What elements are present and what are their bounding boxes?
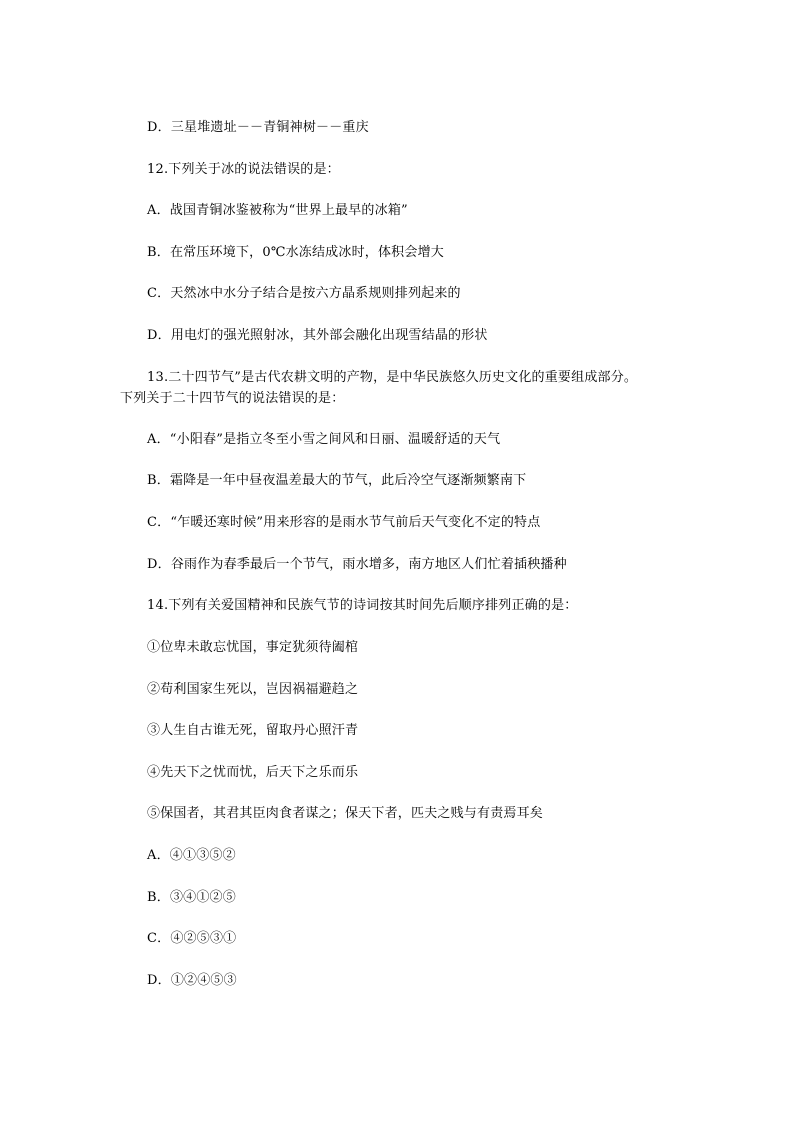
q11-option-d: D．三星堆遗址－－青铜神树－－重庆 bbox=[147, 120, 369, 135]
q13-option-d: D．谷雨作为春季最后一个节气，雨水增多，南方地区人们忙着插秧播种 bbox=[147, 557, 567, 572]
q14-poem-1: ①位卑未敢忘忧国，事定犹须待阖棺 bbox=[147, 640, 359, 655]
q12-option-b: B．在常压环境下，0℃水冻结成冰时，体积会增大 bbox=[147, 245, 444, 260]
q12-option-a: A．战国青铜冰鉴被称为“世界上最早的冰箱” bbox=[147, 203, 408, 218]
q13-option-b: B．霜降是一年中昼夜温差最大的节气，此后冷空气逐渐频繁南下 bbox=[147, 473, 527, 488]
q13-option-c: C．“乍暖还寒时候”用来形容的是雨水节气前后天气变化不定的特点 bbox=[147, 515, 541, 530]
q12-stem: 12.下列关于冰的说法错误的是： bbox=[147, 162, 340, 177]
q14-poem-5: ⑤保国者，其君其臣肉食者谋之；保天下者，匹夫之贱与有责焉耳矣 bbox=[147, 806, 544, 821]
q13-stem-line2: 下列关于二十四节气的说法错误的是： bbox=[120, 391, 345, 406]
q14-poem-3: ③人生自古谁无死，留取丹心照汗青 bbox=[147, 723, 359, 738]
q12-option-d: D．用电灯的强光照射冰，其外部会融化出现雪结晶的形状 bbox=[147, 328, 488, 343]
q12-option-c: C．天然冰中水分子结合是按六方晶系规则排列起来的 bbox=[147, 286, 461, 301]
q14-poem-2: ②苟利国家生死以，岂因祸福避趋之 bbox=[147, 682, 359, 697]
q14-option-d: D．①②④⑤③ bbox=[147, 973, 237, 988]
q13-stem-line1: 13.二十四节气”是古代农耕文明的产物，是中华民族悠久历史文化的重要组成部分。 bbox=[147, 370, 638, 385]
q14-stem: 14.下列有关爱国精神和民族气节的诗词按其时间先后顺序排列正确的是： bbox=[147, 598, 578, 613]
q14-option-b: B．③④①②⑤ bbox=[147, 890, 236, 905]
q14-poem-4: ④先天下之忧而忧，后天下之乐而乐 bbox=[147, 765, 359, 780]
q13-option-a: A．“小阳春”是指立冬至小雪之间风和日丽、温暖舒适的天气 bbox=[147, 432, 501, 447]
q14-option-c: C．④②⑤③① bbox=[147, 931, 237, 946]
q14-option-a: A．④①③⑤② bbox=[147, 848, 236, 863]
